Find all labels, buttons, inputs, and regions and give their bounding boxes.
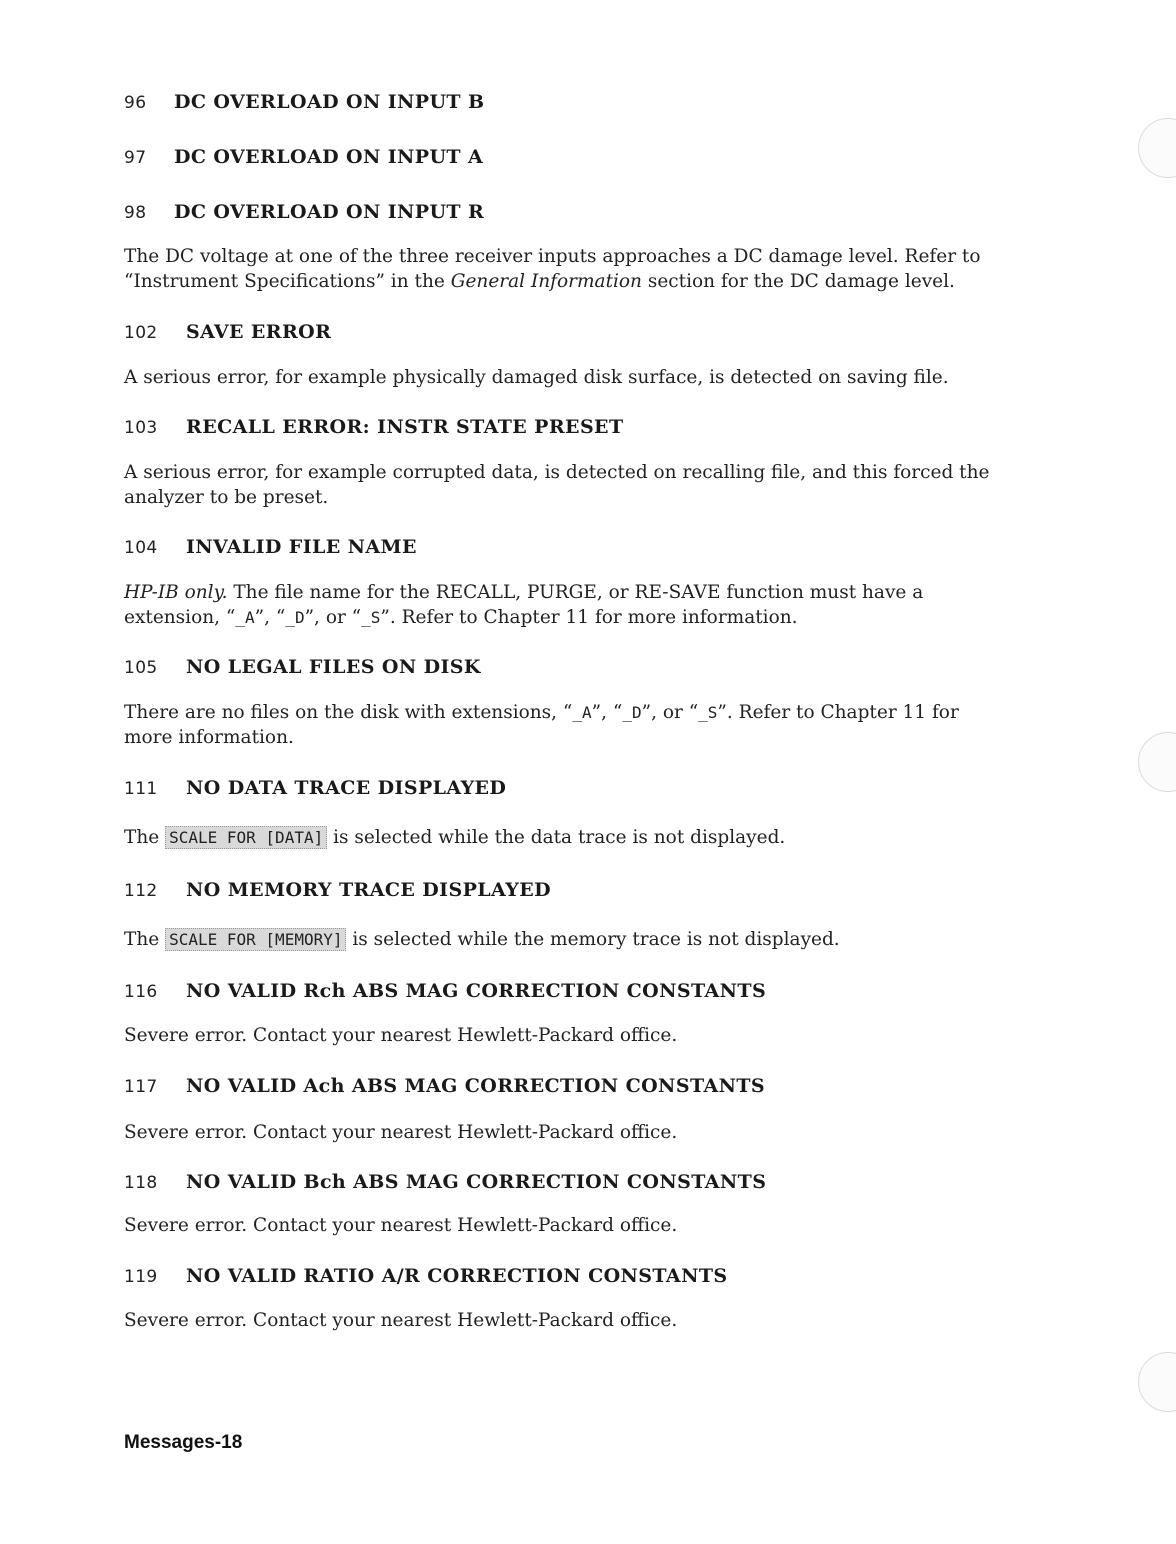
message-description bbox=[124, 244, 1024, 294]
message-heading bbox=[124, 536, 417, 558]
softkey-scale-for-memory: SCALE FOR [MEMORY] bbox=[165, 928, 346, 951]
message-heading bbox=[124, 1265, 728, 1287]
message-title: NO MEMORY TRACE DISPLAYED bbox=[186, 879, 551, 901]
message-heading bbox=[124, 1075, 765, 1097]
file-extension: _A bbox=[572, 703, 592, 722]
description-text: Severe error. Contact your nearest Hewlett-Packard office. bbox=[124, 1025, 678, 1046]
message-heading bbox=[124, 321, 331, 343]
description-text: The bbox=[124, 827, 166, 848]
description-text: extension, “ bbox=[124, 607, 236, 628]
message-description bbox=[124, 927, 1024, 952]
description-text: ”. Refer to Chapter 11 for bbox=[717, 702, 959, 723]
message-number: 96 bbox=[124, 93, 147, 113]
message-number: 116 bbox=[124, 982, 158, 1002]
description-text: section for the DC damage level. bbox=[641, 271, 955, 292]
punch-hole-middle bbox=[1138, 732, 1176, 792]
message-title: NO VALID Ach ABS MAG CORRECTION CONSTANTS bbox=[186, 1075, 766, 1097]
page-footer: Messages-18 bbox=[124, 1432, 243, 1453]
message-number: 104 bbox=[124, 538, 158, 558]
message-title: DC OVERLOAD ON INPUT B bbox=[174, 91, 485, 113]
message-title: NO VALID Bch ABS MAG CORRECTION CONSTANTS bbox=[186, 1171, 767, 1193]
description-italic: HP-IB only. bbox=[124, 582, 228, 603]
message-number: 105 bbox=[124, 658, 158, 678]
description-text: more information. bbox=[124, 727, 294, 748]
file-extension: _S bbox=[361, 608, 381, 627]
message-number: 119 bbox=[124, 1267, 158, 1287]
description-text: A serious error, for example corrupted data, is detected on recalling file, and this forced the bbox=[124, 462, 990, 483]
description-text: The bbox=[124, 929, 166, 950]
file-extension: _S bbox=[698, 703, 718, 722]
message-number: 97 bbox=[124, 148, 147, 168]
message-number: 102 bbox=[124, 323, 158, 343]
punch-hole-bottom bbox=[1138, 1352, 1176, 1412]
description-text: The file name for the RECALL, PURGE, or RE-SAVE function must have a bbox=[227, 582, 924, 603]
description-text: Severe error. Contact your nearest Hewlett-Packard office. bbox=[124, 1215, 678, 1236]
description-text: ”, “ bbox=[591, 702, 623, 723]
message-heading bbox=[124, 201, 484, 223]
description-text: ”, or “ bbox=[304, 607, 362, 628]
message-heading bbox=[124, 777, 506, 799]
message-heading bbox=[124, 91, 484, 113]
message-description bbox=[124, 1023, 1024, 1048]
message-heading bbox=[124, 1171, 766, 1193]
file-extension: _D bbox=[622, 703, 642, 722]
message-title: SAVE ERROR bbox=[186, 321, 332, 343]
message-number: 103 bbox=[124, 418, 158, 438]
description-text: The DC voltage at one of the three receiver inputs approaches a DC damage level. Refer to bbox=[124, 246, 981, 267]
message-heading bbox=[124, 656, 481, 678]
message-description bbox=[124, 580, 1024, 630]
message-title: RECALL ERROR: INSTR STATE PRESET bbox=[186, 416, 624, 438]
message-title: DC OVERLOAD ON INPUT A bbox=[174, 146, 484, 168]
message-number: 111 bbox=[124, 779, 158, 799]
description-text: Severe error. Contact your nearest Hewlett-Packard office. bbox=[124, 1310, 678, 1331]
description-text: There are no files on the disk with extensions, “ bbox=[124, 702, 573, 723]
message-title: NO VALID RATIO A/R CORRECTION CONSTANTS bbox=[186, 1265, 728, 1287]
message-heading bbox=[124, 879, 551, 901]
file-extension: _D bbox=[285, 608, 305, 627]
message-title: NO DATA TRACE DISPLAYED bbox=[186, 777, 507, 799]
file-extension: _A bbox=[235, 608, 255, 627]
message-heading bbox=[124, 146, 483, 168]
description-text: ”, “ bbox=[254, 607, 286, 628]
description-text: A serious error, for example physically damaged disk surface, is detected on saving file. bbox=[124, 367, 949, 388]
punch-hole-top bbox=[1138, 118, 1176, 178]
message-description bbox=[124, 365, 1024, 390]
message-number: 98 bbox=[124, 203, 147, 223]
description-text: ”. Refer to Chapter 11 for more information. bbox=[380, 607, 798, 628]
description-text: “Instrument Specifications” in the bbox=[124, 271, 451, 292]
message-title: NO LEGAL FILES ON DISK bbox=[186, 656, 481, 678]
message-description bbox=[124, 1120, 1024, 1145]
message-number: 117 bbox=[124, 1077, 158, 1097]
description-text: is selected while the memory trace is not displayed. bbox=[346, 929, 840, 950]
message-description bbox=[124, 1308, 1024, 1333]
message-heading bbox=[124, 416, 623, 438]
description-text: is selected while the data trace is not displayed. bbox=[327, 827, 786, 848]
message-description bbox=[124, 1213, 1024, 1238]
description-text: Severe error. Contact your nearest Hewlett-Packard office. bbox=[124, 1122, 678, 1143]
message-title: DC OVERLOAD ON INPUT R bbox=[174, 201, 485, 223]
message-description bbox=[124, 825, 1024, 850]
description-text: ”, or “ bbox=[641, 702, 699, 723]
message-description bbox=[124, 700, 1024, 750]
message-description bbox=[124, 460, 1024, 510]
softkey-scale-for-data: SCALE FOR [DATA] bbox=[165, 826, 327, 849]
message-title: NO VALID Rch ABS MAG CORRECTION CONSTANTS bbox=[186, 980, 767, 1002]
description-italic: General Information bbox=[450, 271, 642, 292]
message-number: 112 bbox=[124, 881, 158, 901]
message-heading bbox=[124, 980, 766, 1002]
description-text: analyzer to be preset. bbox=[124, 487, 329, 508]
message-title: INVALID FILE NAME bbox=[186, 536, 417, 558]
message-number: 118 bbox=[124, 1173, 158, 1193]
